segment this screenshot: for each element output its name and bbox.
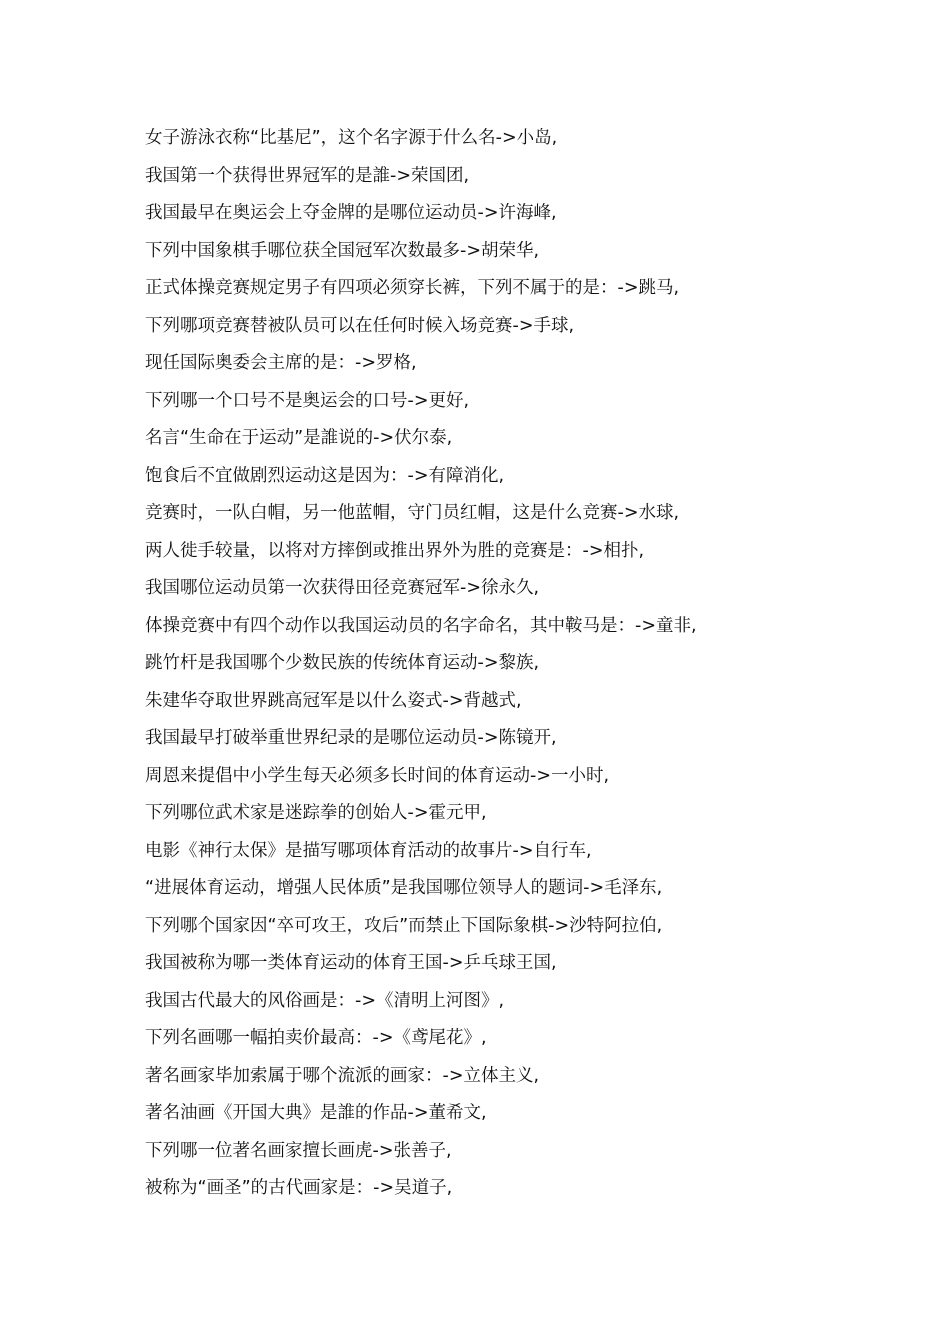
qa-line-14: 体操竞赛中有四个动作以我国运动员的名字命名，其中鞍马是：->童非, (145, 615, 697, 636)
qa-line-27: 著名油画《开国大典》是誰的作品->董希文, (145, 1103, 487, 1123)
qa-line-28: 下列哪一位著名画家擅长画虎->张善子, (145, 1140, 452, 1161)
qa-line-26: 著名画家毕加索属于哪个流派的画家：->立体主义, (145, 1065, 540, 1086)
qa-line-9: 名言“生命在于运动”是誰说的->伏尔泰, (145, 428, 453, 448)
qa-line-15: 跳竹杆是我国哪个少数民族的传统体育运动->黎族, (145, 653, 540, 673)
qa-line-18: 周恩来提倡中小学生每天必须多长时间的体育运动->一小时, (145, 765, 610, 786)
qa-line-6: 下列哪项竞赛替被队员可以在任何时候入场竞赛->手球, (145, 315, 575, 336)
qa-line-23: 我国被称为哪一类体育运动的体育王国->乒乓球王国, (145, 953, 557, 973)
qa-line-19: 下列哪位武术家是迷踪拳的创始人->霍元甲, (145, 803, 487, 823)
qa-line-17: 我国最早打破举重世界纪录的是哪位运动员->陈镜开, (145, 728, 557, 748)
qa-line-11: 竞赛时，一队白帽，另一他蓝帽，守门员红帽，这是什么竞赛->水球, (145, 503, 680, 523)
qa-line-25: 下列名画哪一幅拍卖价最高：->《鸢尾花》, (145, 1028, 487, 1048)
qa-line-10: 饱食后不宜做剧烈运动这是因为：->有障消化, (145, 465, 505, 486)
qa-line-21: “进展体育运动，增强人民体质”是我国哪位领导人的题词->毛泽东, (145, 878, 663, 898)
qa-line-5: 正式体操竞赛规定男子有四项必须穿长裤，下列不属于的是：->跳马, (145, 278, 680, 298)
qa-line-3: 我国最早在奥运会上夺金牌的是哪位运动员->许海峰, (145, 203, 557, 223)
qa-line-4: 下列中国象棋手哪位获全国冠军次数最多->胡荣华, (145, 240, 540, 261)
qa-line-2: 我国第一个获得世界冠军的是誰->荣国团, (145, 165, 470, 186)
qa-line-8: 下列哪一个口号不是奥运会的口号->更好, (145, 390, 470, 411)
qa-line-24: 我国古代最大的风俗画是：->《清明上河图》, (145, 990, 505, 1011)
qa-list (145, 120, 925, 1208)
qa-line-1: 女子游泳衣称“比基尼”，这个名字源于什么名->小岛, (145, 128, 558, 148)
qa-line-29: 被称为“画圣”的古代画家是：->吴道子, (145, 1178, 453, 1198)
qa-line-7: 现任国际奥委会主席的是：->罗格, (145, 353, 417, 373)
qa-line-20: 电影《神行太保》是描写哪项体育活动的故事片->自行车, (145, 840, 592, 861)
qa-line-22: 下列哪个国家因“卒可攻王，攻后”而禁止下国际象棋->沙特阿拉伯, (145, 915, 663, 936)
qa-line-13: 我国哪位运动员第一次获得田径竞赛冠军->徐永久, (145, 578, 540, 598)
qa-line-12: 两人徙手较量，以将对方摔倒或推出界外为胜的竞赛是：->相扑, (145, 540, 645, 561)
qa-line-16: 朱建华夺取世界跳高冠军是以什么姿式->背越式, (145, 690, 522, 711)
